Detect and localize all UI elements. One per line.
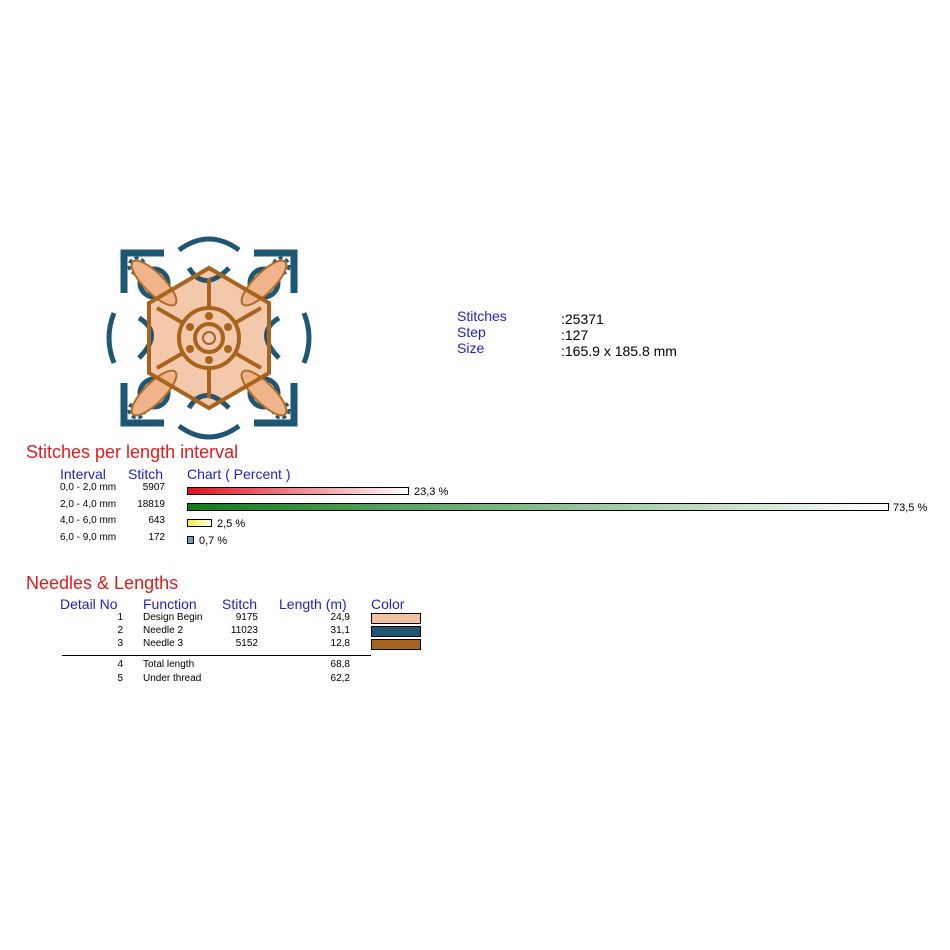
function-name: Total length (143, 659, 195, 670)
needle-row (60, 625, 360, 637)
stitches-label: Stitches (457, 308, 507, 324)
interval-row (60, 499, 180, 511)
interval-range: 2,0 - 4,0 mm (60, 499, 117, 510)
color-header: Color (371, 596, 405, 612)
embroidery-design-preview (104, 236, 314, 440)
length-value: 24,9 (330, 612, 350, 623)
interval-stitch-count: 172 (148, 532, 165, 543)
interval-range: 4,0 - 6,0 mm (60, 515, 117, 526)
function-header: Function (143, 596, 197, 612)
function-name: Needle 2 (143, 625, 184, 636)
interval-stitch-count: 18819 (137, 499, 165, 510)
length-value: 12,8 (330, 638, 350, 649)
detail-no: 3 (117, 638, 123, 649)
totals-divider (62, 655, 371, 656)
stitches-per-length-title: Stitches per length interval (26, 442, 239, 462)
detail-no: 4 (117, 659, 123, 670)
step-label: Step (457, 324, 486, 340)
interval-bar-3 (187, 536, 194, 544)
length-value: 62,2 (330, 673, 350, 684)
interval-percent: 2,5 % (217, 518, 246, 530)
function-name: Needle 3 (143, 638, 184, 649)
interval-percent: 23,3 % (414, 486, 449, 498)
summary-values (561, 311, 677, 359)
total-row (60, 673, 360, 685)
function-name: Design Begin (143, 612, 203, 623)
stitch-header: Stitch (128, 466, 164, 482)
function-name: Under thread (143, 673, 202, 684)
interval-bar-0 (187, 487, 409, 495)
detail-no: 5 (117, 673, 123, 684)
interval-percent: 73,5 % (893, 502, 928, 514)
interval-row (60, 515, 180, 527)
thread-color-swatch (371, 639, 421, 650)
needle-row (60, 612, 360, 624)
interval-row (60, 482, 180, 494)
interval-header: Interval (60, 466, 106, 482)
stitch-header-needles: Stitch (222, 596, 258, 612)
detail-no-header: Detail No (60, 596, 118, 612)
interval-row (60, 532, 180, 544)
interval-range: 0,0 - 2,0 mm (60, 482, 117, 493)
size-label: Size (457, 340, 485, 356)
interval-percent: 0,7 % (199, 535, 228, 547)
interval-stitch-count: 5907 (142, 482, 165, 493)
stitch-count: 5152 (235, 638, 258, 649)
total-row (60, 659, 360, 671)
size-value: :165.9 x 185.8 mm (561, 343, 677, 359)
chart-percent-header: Chart ( Percent ) (187, 466, 291, 482)
thread-color-swatch (371, 613, 421, 624)
summary-labels (457, 308, 507, 356)
interval-range: 6,0 - 9,0 mm (60, 532, 117, 543)
interval-bar-2 (187, 519, 212, 527)
stitch-count: 11023 (230, 625, 258, 636)
length-value: 68,8 (330, 659, 350, 670)
stitch-count: 9175 (235, 612, 258, 623)
step-value: :127 (561, 327, 589, 343)
detail-no: 1 (117, 612, 123, 623)
stitches-value: :25371 (561, 311, 604, 327)
thread-color-swatch (371, 626, 421, 637)
length-header: Length (m) (279, 596, 347, 612)
interval-bar-1 (187, 503, 889, 511)
needles-lengths-title: Needles & Lengths (26, 573, 179, 593)
interval-stitch-count: 643 (148, 515, 165, 526)
needle-row (60, 638, 360, 650)
length-value: 31,1 (330, 625, 350, 636)
detail-no: 2 (117, 625, 123, 636)
